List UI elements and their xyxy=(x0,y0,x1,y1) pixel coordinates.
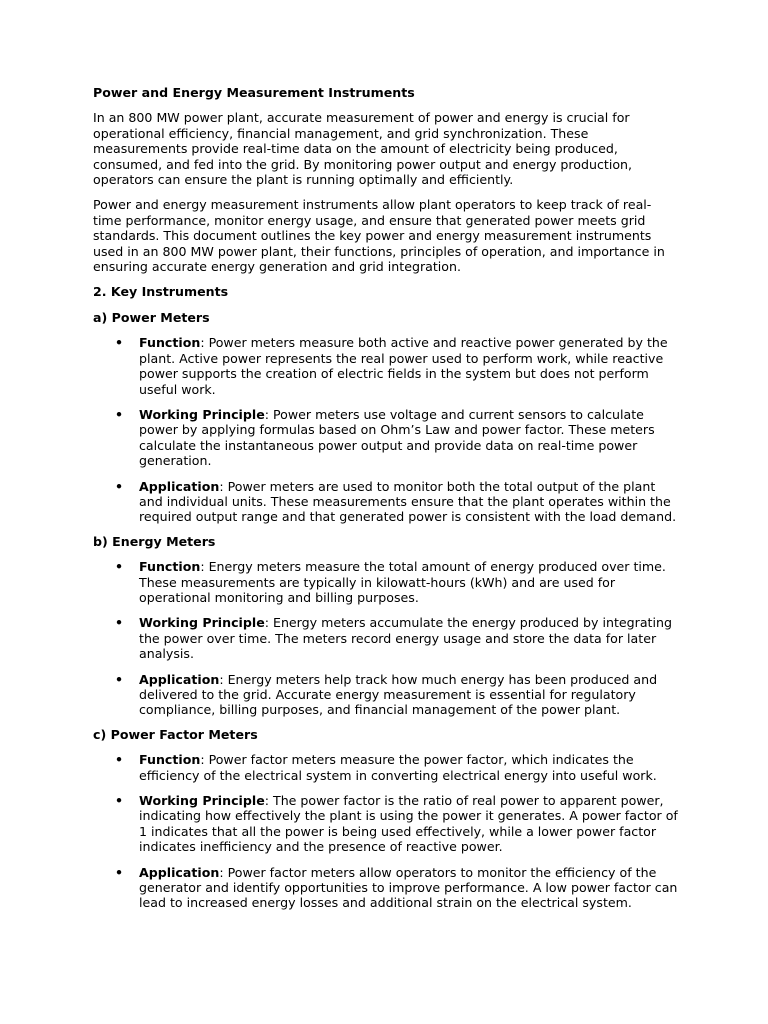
subsection-heading-power-factor-meters: c) Power Factor Meters xyxy=(93,726,258,742)
bullet-icon: • xyxy=(115,671,124,687)
list-item xyxy=(93,752,678,783)
item-term: Application xyxy=(139,671,220,687)
item-text: : Energy meters help track how much energy has been produced and delivered to the grid. Accurate energy measurement is essential for regulatory compliance, billing purposes, and financial management of the power plant. xyxy=(139,671,658,718)
list-item xyxy=(93,793,678,855)
power-meters-list xyxy=(93,335,678,524)
item-term: Function xyxy=(139,752,201,768)
item-term: Function xyxy=(139,559,201,575)
item-term: Working Principle xyxy=(139,406,265,422)
energy-meters-list xyxy=(93,559,678,718)
item-text: : Energy meters measure the total amount of energy produced over time. These measurements are typically in kilowatt-hours (kWh) and are used for operational monitoring and billing purposes. xyxy=(139,559,666,605)
item-term: Function xyxy=(139,335,201,351)
list-item xyxy=(93,479,678,525)
item-text: : Power factor meters measure the power factor, which indicates the efficiency of the electrical system in converting electrical energy into useful work. xyxy=(139,752,657,783)
list-item xyxy=(93,335,678,397)
item-text: : The power factor is the ratio of real power to apparent power, indicating how effectively the plant is using the power it generates. A power factor of 1 indicates that all the power is being used effectively, while a lower power factor indicates inefficiency and the presence of reactive power. xyxy=(139,793,678,855)
document-title: Power and Energy Measurement Instruments xyxy=(93,85,415,100)
document-page xyxy=(93,85,678,920)
subsection-heading-power-meters: a) Power Meters xyxy=(93,309,210,325)
list-item xyxy=(93,672,678,718)
item-term: Application xyxy=(139,864,220,880)
bullet-icon: • xyxy=(115,752,124,768)
item-text: : Power meters use voltage and current sensors to calculate power by applying formulas based on Ohm’s Law and power factor. These meters calculate the instantaneous power output and provide data on real-time power generation. xyxy=(139,406,655,469)
item-text: : Energy meters accumulate the energy produced by integrating the power over time. The meters record energy usage and store the data for later analysis. xyxy=(139,615,672,662)
item-text: : Power factor meters allow operators to monitor the efficiency of the generator and identify opportunities to improve performance. A low power factor can lead to increased energy losses and additional strain on the electrical system. xyxy=(139,864,678,911)
bullet-icon: • xyxy=(115,335,124,351)
power-factor-meters-list xyxy=(93,752,678,911)
list-item xyxy=(93,407,678,469)
bullet-icon: • xyxy=(115,559,124,575)
intro-paragraph: Power and energy measurement instruments allow plant operators to keep track of real-time performance, monitor energy usage, and ensure that generated power meets grid standards. This document outlines the key power and energy measurement instruments used in an 800 MW power plant, their functions, principles of operation, and importance in ensuring accurate energy generation and grid integration. xyxy=(93,197,665,275)
section-heading: 2. Key Instruments xyxy=(93,284,229,300)
bullet-icon: • xyxy=(115,478,124,494)
bullet-icon: • xyxy=(115,793,124,809)
item-text: : Power meters measure both active and reactive power generated by the plant. Active power represents the real power used to perform work, while reactive power supports the creation of electric fields in the system but does not perform useful work. xyxy=(139,335,668,397)
item-text: : Power meters are used to monitor both the total output of the plant and individual units. These measurements ensure that the plant operates within the required output range and that generated power is consistent with the load demand. xyxy=(139,478,677,525)
item-term: Working Principle xyxy=(139,615,265,631)
bullet-icon: • xyxy=(115,615,124,631)
list-item xyxy=(93,559,678,605)
subsection-heading-energy-meters: b) Energy Meters xyxy=(93,533,216,549)
list-item xyxy=(93,865,678,911)
intro-paragraph: In an 800 MW power plant, accurate measurement of power and energy is crucial for operational efficiency, financial management, and grid synchronization. These measurements provide real-time data on the amount of electricity being produced, consumed, and fed into the grid. By monitoring power output and energy production, operators can ensure the plant is running optimally and efficiently. xyxy=(93,110,633,188)
list-item xyxy=(93,615,678,661)
bullet-icon: • xyxy=(115,864,124,880)
item-term: Working Principle xyxy=(139,793,265,809)
item-term: Application xyxy=(139,478,220,494)
bullet-icon: • xyxy=(115,406,124,422)
